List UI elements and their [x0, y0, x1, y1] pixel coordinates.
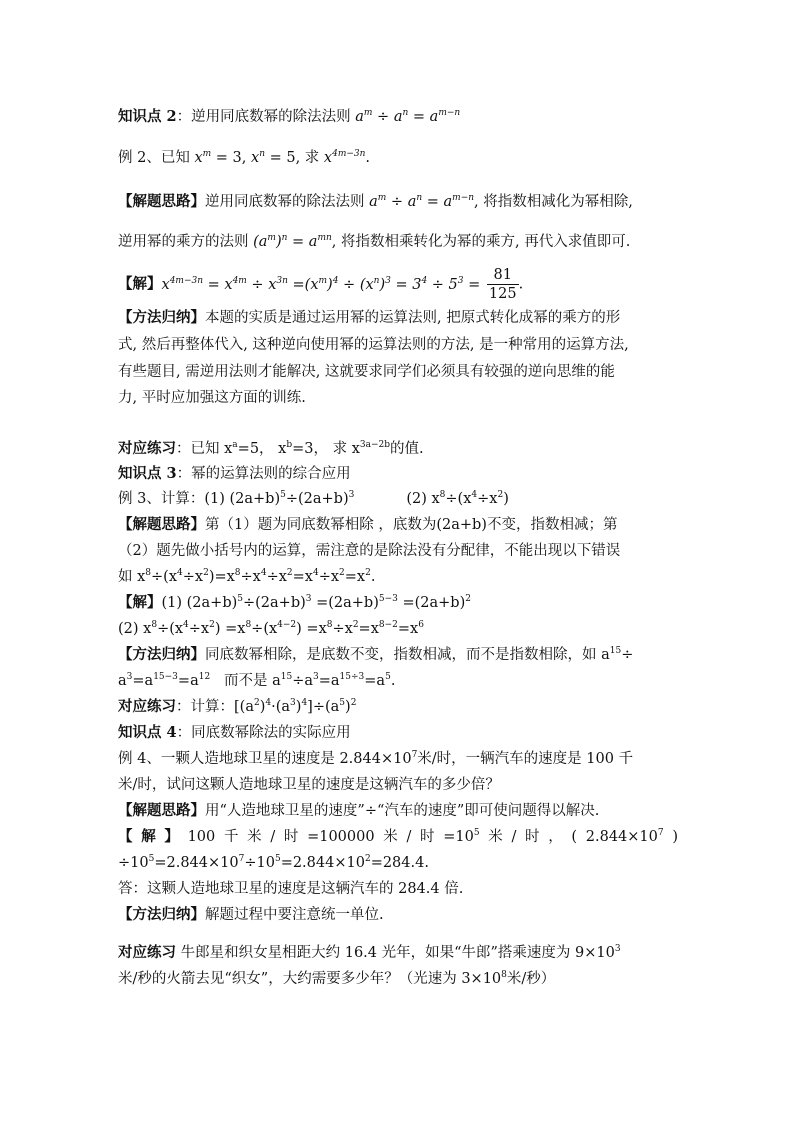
solution-2: 【解】$x^{4m-3n} = x^{4m} \div x^{3n} =(x^m)^4 \div (x^n)^3 = 3^4 \div 5^3$ = $\frac{81}{125}$ . — [118, 267, 524, 302]
solution-4-line2: $\div 10^5=2.844\times 10^7\div 10^5=2.844\times 10^2=284.4$. — [118, 854, 429, 871]
knowledge-point-3: 知识点 3：幂的运算法则的综合应用 — [118, 465, 351, 482]
idea-2-line1: 【解题思路】逆用同底数幂的除法法则 $a^m \div a^n = a^{m-n}$, 将指数相减化为幂相除, — [118, 193, 633, 210]
idea-4: 【解题思路】用“人造地球卫星的速度”÷“汽车的速度”即可使问题得以解决. — [118, 802, 600, 819]
example-4-line1: 例 4、一颗人造地球卫星的速度是 $2.844\times 10^7$米/时，一辆汽车的速度是 100 千 — [118, 750, 634, 767]
example-3: 例 3、计算：(1) $(2a+b)^5\div(2a+b)^3$ (2) $x^8\div(x^4\div x^2)$ — [118, 490, 509, 507]
solution-4-line1: 【 解 】 100 千 米 / 时 =100000 米 / 时 $=10^5$ 米 / 时 ， ( $2.844\times 10^7$ ) — [118, 828, 678, 845]
solution-3-line2: (2) $x^8\div(x^4\div x^2) =x^8\div(x^{4-2}) =x^8\div x^2=x^{8-2}=x^6$ — [118, 620, 424, 637]
knowledge-point-4: 知识点 4：同底数幂除法的实际应用 — [118, 724, 351, 741]
fraction-81-125: $\frac{81}{125}$ — [488, 267, 517, 302]
division-rule-formula: $a^m \div a^n = a^{m-n}$ — [355, 108, 461, 125]
idea-3-line3: 如 $x^8\div(x^4\div x^2)=x^8\div x^4\div x^2=x^4\div x^2=x^2$. — [118, 568, 376, 585]
solution-3-line1: 【解】(1) $(2a+b)^5\div(2a+b)^3 =(2a+b)^{5-3} =(2a+b)^2$ — [118, 594, 471, 611]
kp2-label: 知识点 2 — [118, 108, 177, 125]
idea-3-line1: 【解题思路】第（1）题为同底数幂相除 ，底数为(2a+b)不变，指数相减；第 — [118, 516, 618, 533]
practice-3-line1: 对应练习 牛郎星和织女星相距大约 16.4 光年，如果“牛郎”搭乘速度为 $9\times 10^3$ — [118, 944, 621, 961]
example-2: 例 2、已知 $x^m = 3$, $x^n = 5$, 求 $x^{4m-3n}$. — [118, 149, 371, 166]
method-2-line2: 式, 然后再整体代入, 这种逆向使用幂的运算法则的方法, 是一种常用的运算方法, — [118, 337, 629, 353]
knowledge-point-2: 知识点 2：逆用同底数幂的除法法则 $a^m \div a^n = a^{m-n}$ — [118, 108, 461, 125]
practice-1: 对应练习：已知 $x^a=5$， $x^b=3$， 求 $x^{3a-2b}$的值. — [118, 440, 424, 457]
idea-3-line2: （2）题先做小括号内的运算，需注意的是除法没有分配律，不能出现以下错误 — [118, 543, 621, 559]
method-3-line1: 【方法归纳】同底数幂相除，是底数不变，指数相减，而不是指数相除，如 $a^{15}\div$ — [118, 646, 634, 663]
method-4: 【方法归纳】解题过程中要注意统一单位. — [118, 906, 384, 923]
power-rule-formula: $(a^m)^n = a^{mn}$ — [253, 233, 332, 250]
practice-2: 对应练习：计算：$[(a^2)^4\cdot(a^3)^4]\div(a^5)^2$ — [118, 698, 357, 715]
method-2-line3: 有些题目, 需逆用法则才能解决, 这就要求同学们必须具有较强的逆向思维的能 — [118, 364, 615, 380]
method-2-line1: 【方法归纳】本题的实质是通过运用幂的运算法则, 把原式转化成幂的乘方的形 — [118, 309, 621, 326]
practice-3-line2: 米/秒的火箭去见“织女”，大约需要多少年？（光速为 $3\times 10^8$米/秒） — [118, 970, 556, 987]
solution-4-answer: 答：这颗人造地球卫星的速度是这辆汽车的 284.4 倍. — [118, 881, 464, 897]
method2-label: 【方法归纳】 — [118, 309, 205, 326]
sol2-label: 【解】 — [118, 275, 162, 293]
example-4-line2: 米/时，试问这颗人造地球卫星的速度是这辆汽车的多少倍？ — [118, 777, 500, 793]
idea2-label: 【解题思路】 — [118, 193, 205, 210]
method-3-line2: $a^3=a^{15-3}=a^{12}$ 而不是 $a^{15}\div a^3=a^{15\div 3}=a^5$. — [118, 672, 396, 689]
idea-2-line2: 逆用幂的乘方的法则 $(a^m)^n = a^{mn}$, 将指数相乘转化为幂的乘方, 再代入求值即可. — [118, 233, 631, 250]
method-2-line4: 力, 平时应加强这方面的训练. — [118, 390, 306, 406]
